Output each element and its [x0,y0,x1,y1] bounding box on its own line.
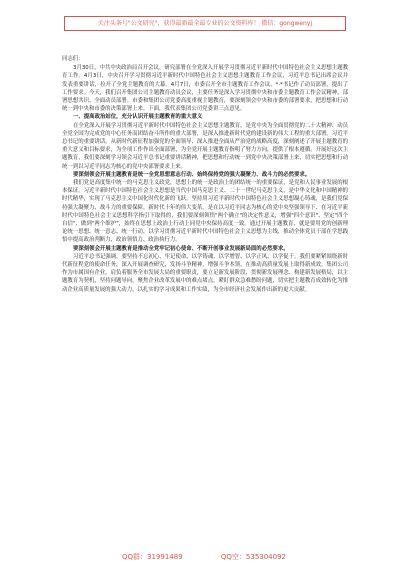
qq-group-text: QQ群：31991489 [122,553,183,561]
lead-sentence-unity: 要深刻领会开展主题教育是统一全党思想意志行动、始终保持党的强大凝聚力、战斗力的必然要求。 [73,171,311,178]
lead-sentence-mission: 要深刻领会开展主题教育是推动全党牢记初心使命、不断开创事业发展新局面的必然要求。 [73,245,289,252]
qq-space-text: QQ空：535304092 [220,553,286,561]
section-heading-1: 一、提高政治站位，充分认识开展主题教育的重大意义 [73,114,203,121]
document-body [62,55,348,294]
contact-footer [0,552,408,562]
paragraph-unity: 我们党是高度集中统一的马克思主义政党，思想上的统一是政治上的团结统一的重要保证，是党和人民事业发展的根本保证。习近平新时代中国特色社会主义思想是当代中国马克思主义、二十一世纪马克思主义，是中华文化和中国精神的时代精华，实现了马克思主义中国化时代化新的飞跃。坚持用习近平新时代中国特色社会主义思想凝心铸魂，是我们党保持强大凝聚力、战斗力的重要保障。新时代十年的伟大变革，是在以习近平同志为核心的党中央坚强领导下、在习近平新时代中国特色社会主义思想科学指引下取得的，我们要深刻领悟"两个确立"的决定性意义，增强"四个意识"、坚定"四个自信"、做到"两个维护"，始终在思想上政治上行动上同党中央保持高度一致。通过开展主题教育，就是要用党的创新理论统一思想、统一意志、统一行动，以学习贯彻习近平新时代中国特色社会主义思想为主线，推动全体党员干部在学思践悟中提高政治判断力、政治领悟力、政治执行力。 [62,180,348,244]
greeting: 同志们： [62,56,84,62]
paragraph-mission: 习近平总书记强调，要坚持不忘初心、牢记使命，以学铸魂、以学增智、以学正风、以学促干。我们要紧紧围绕新时代新征程党的使命任务，深入开展调查研究，发扬斗争精神，增强斗争本领，在推动高质量发展上取得新成效。集团公司作为市属国有企业，肩负着服务全市发展大局的重要职责，要立足新发展阶段、贯彻新发展理念、构建新发展格局，以主题教育为契机，坚持问题导向，聚焦企业改革发展中的难点堵点，紧盯群众急难愁盼问题，切实把主题教育成效转化为推动企业高质量发展的强大动力，以扎实的学习成果和工作实绩，为全市经济社会发展作出新的更大贡献。 [62,253,348,293]
promo-banner: 关注头条号"公文研究"，获得最新最全最专业的公文资料库！ 微信：gongwenyj [64,16,346,31]
paragraph-significance: 在全党深入开展学习贯彻习近平新时代中国特色社会主义思想主题教育，是党中央为全面贯彻党的二十大精神、动员全党全国为完成党的中心任务而团结奋斗所作的重大部署，是深入推进新时代党的建设新的伟大工程的重大部署。习近平总书记的重要讲话，从新时代新征程加强党的全面领导、深入推进全面从严治党的战略高度，深刻阐述了开展主题教育的重大意义和目标要求，为全项工作作出全面部署，为全党开展主题教育指明了努力方向，提供了根本遵循。开展好这次主题教育，我们要深刻学习领会习近平总书记重要讲话精神，把思想和行动统一到党中央决策部署上来，切实把思想和行动统一到以习近平同志为核心的党中央部署要求上来。 [62,122,348,170]
paragraph-intro: 3月30日，中共中央政治局召开会议，研究部署在全党深入开展学习贯彻习近平新时代中国特色社会主义思想主题教育工作。4月3日，中央召开学习贯彻习近平新时代中国特色社会主义思想主题教育工作会议，习近平总书记出席会议并发表重要讲话，拉开了全党主题教育的大幕。4月7日，市委召开全市主题教育工作会议，*·*书记作了动员部署，提出了工作要求。今天，我们召开集团公司主题教育动员会议，主要任务是深入学习贯彻中央和市委主题教育工作会议精神，部署思想共识、全面动员部署。市委和集团公司党委高度重视主题教育，要深刻领会中央和市委的部署要求，把思想和行动统一到中央和市委的决策部署上来。下面，我代表集团公司党委讲三点意见。 [62,65,348,113]
